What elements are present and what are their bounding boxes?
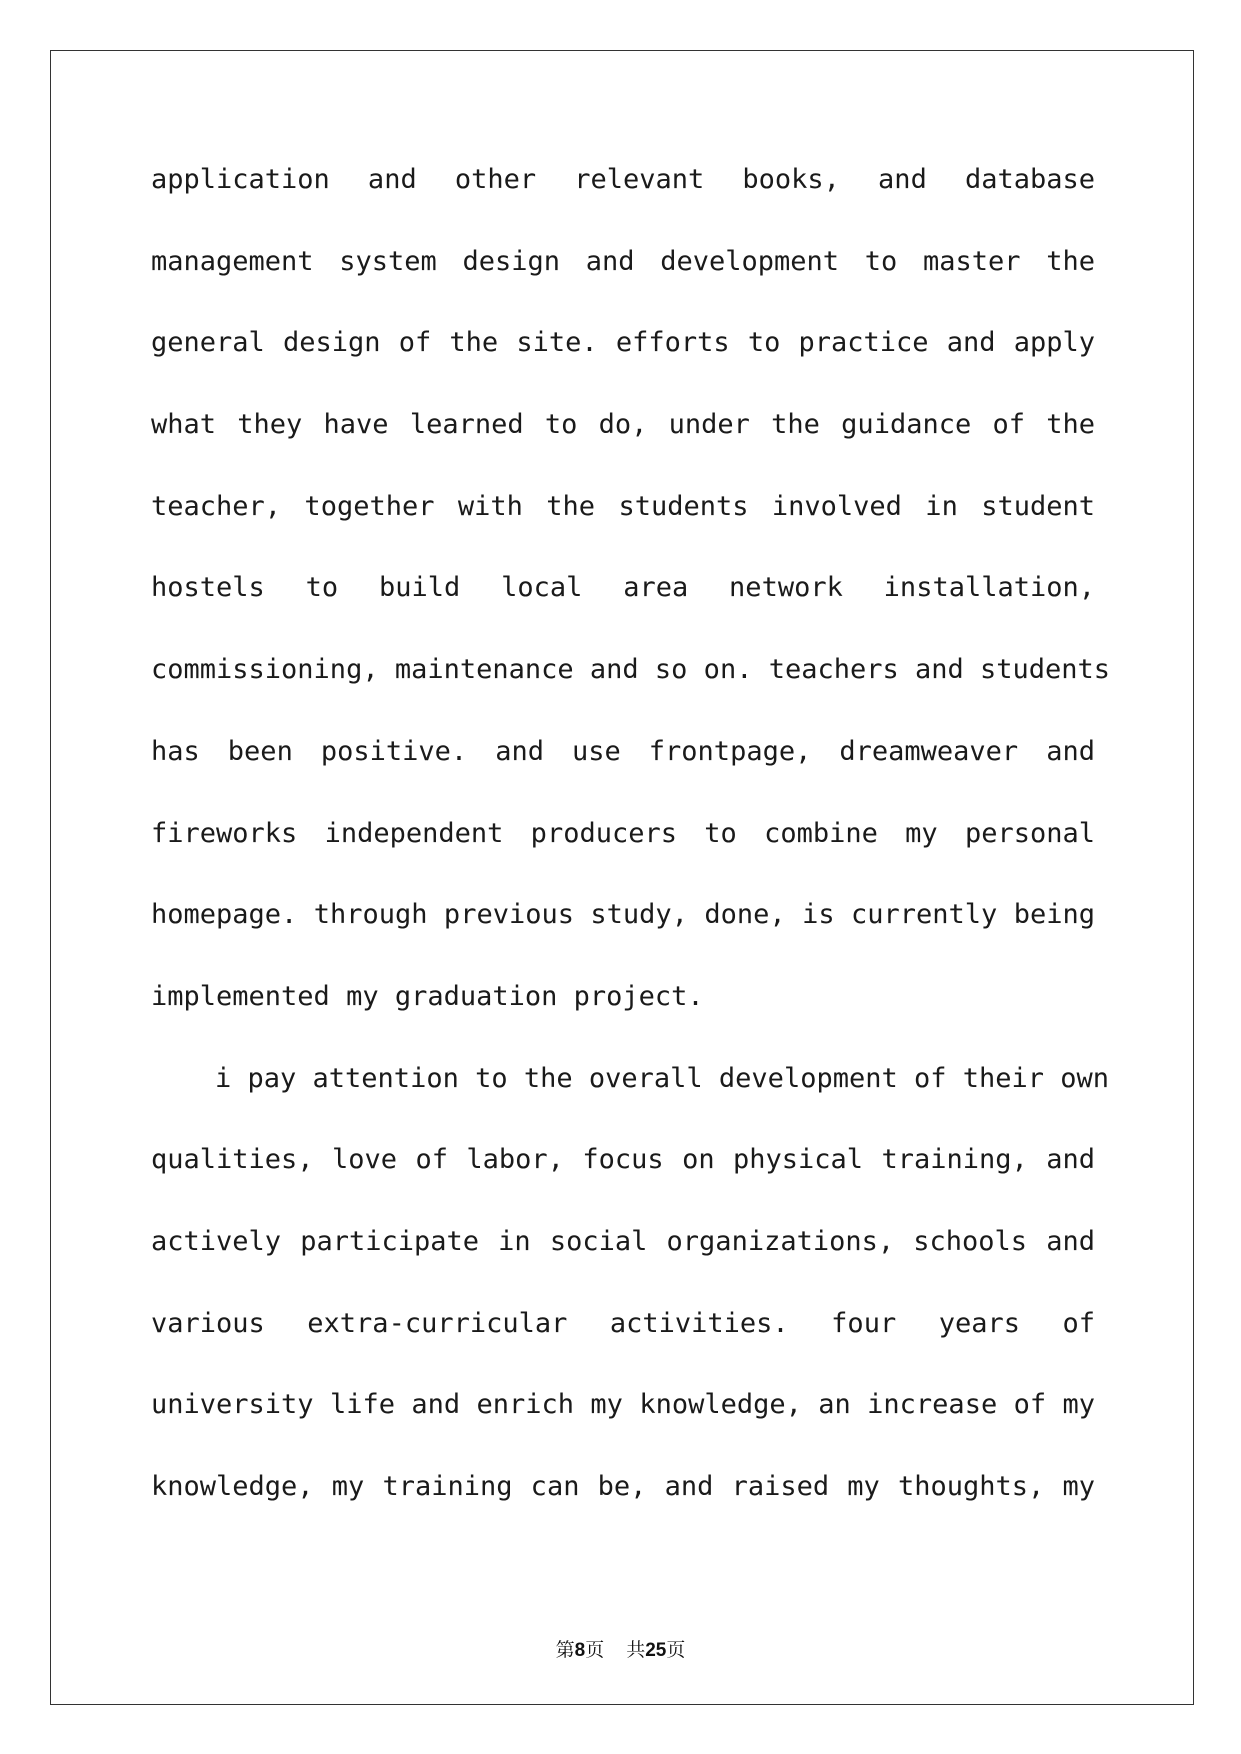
text-line: implemented my graduation project. bbox=[151, 980, 704, 1012]
text-line: application and other relevant books, and database bbox=[151, 164, 1095, 195]
text-line: knowledge, my training can be, and raised my thoughts, my bbox=[151, 1471, 1095, 1502]
text-line: various extra-curricular activities. four years of bbox=[151, 1307, 1095, 1339]
page-prefix: 第 bbox=[555, 1639, 575, 1661]
text-line: general design of the site. efforts to practice and apply bbox=[151, 327, 1095, 359]
text-line: teacher, together with the students involved in student bbox=[151, 490, 1095, 522]
total-suffix: 页 bbox=[666, 1639, 686, 1661]
text-line: management system design and development to master the bbox=[151, 245, 1095, 277]
text-line: commissioning, maintenance and so on. teachers and students bbox=[151, 654, 1111, 686]
text-line: qualities, love of labor, focus on physical training, and bbox=[151, 1144, 1095, 1176]
page-suffix: 页 bbox=[585, 1639, 605, 1661]
text-line: has been positive. and use frontpage, dreamweaver and bbox=[151, 735, 1095, 767]
text-line: university life and enrich my knowledge, an increase of my bbox=[151, 1389, 1095, 1421]
text-line: actively participate in social organizations, schools and bbox=[151, 1225, 1095, 1257]
document-body bbox=[151, 164, 1111, 1554]
total-prefix: 共 bbox=[626, 1639, 646, 1661]
total-pages: 25 bbox=[645, 1640, 667, 1661]
text-line: homepage. through previous study, done, is currently being bbox=[151, 899, 1095, 931]
text-line: hostels to build local area network installation, bbox=[151, 572, 1095, 604]
page-footer bbox=[0, 1635, 1241, 1662]
text-line: what they have learned to do, under the guidance of the bbox=[151, 409, 1095, 441]
text-line: i pay attention to the overall development of their own bbox=[215, 1062, 1110, 1094]
text-line: fireworks independent producers to combine my personal bbox=[151, 817, 1095, 849]
page-number: 8 bbox=[574, 1640, 586, 1661]
